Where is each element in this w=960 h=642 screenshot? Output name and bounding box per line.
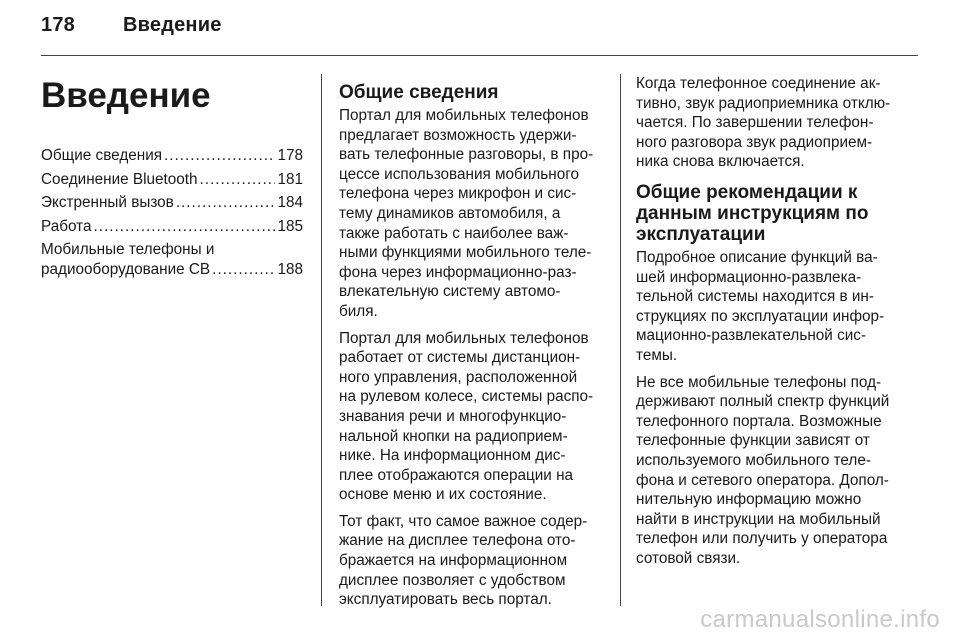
paragraph [339, 106, 605, 322]
text-line: шей информационно-развлека- [636, 268, 862, 286]
text-line: Подробное описание функций ва- [636, 248, 878, 266]
text-line: тельной системы находится в ин- [636, 288, 874, 306]
text-line: Когда телефонное соединение ак- [636, 75, 881, 92]
toc-entry[interactable] [41, 146, 303, 170]
toc-entry-label: Экстренный вызов [41, 194, 174, 212]
header-divider [41, 55, 918, 56]
column-divider-1 [321, 74, 322, 606]
text-line: фона через информационно-раз- [339, 263, 577, 281]
text-line: тивно, звук радиоприемника отклю- [636, 94, 891, 112]
body-column-2 [339, 74, 605, 617]
toc-entry[interactable] [41, 217, 303, 241]
section-body [636, 248, 904, 569]
toc-entry-label: Соединение Bluetooth [41, 170, 198, 188]
text-line: мационно-развлекательной сис- [636, 327, 867, 345]
paragraph [339, 329, 605, 505]
text-line: телефона через микрофон и сис- [339, 185, 577, 203]
toc-leader-dots [176, 193, 276, 213]
toc-entry-label-line1: Мобильные телефоны и [41, 241, 215, 259]
text-line: знавания речи и многофункцио- [339, 407, 567, 425]
text-line: фона и сетевого оператора. Допол- [636, 471, 889, 489]
header-section-title: Введение [123, 14, 222, 36]
text-line: используемого мобильного теле- [636, 451, 871, 469]
text-line: эксплуатации [636, 223, 766, 245]
toc-entry-row [41, 260, 303, 284]
toc-entry[interactable] [41, 193, 303, 217]
text-line: основе меню и их состояние. [339, 486, 547, 504]
text-line: цессе использования мобильного [339, 165, 579, 183]
section-body [339, 106, 605, 610]
paragraph [636, 373, 904, 569]
paragraph [636, 248, 904, 366]
text-line: эксплуатировать весь портал. [339, 591, 552, 609]
text-line: также работать с наиболее важ- [339, 224, 569, 242]
toc-leader-dots [200, 170, 276, 190]
text-line: Общие рекомендации к [636, 181, 858, 203]
text-line: телефонного портала. Возможные [636, 412, 882, 430]
text-line: телефон или получить у оператора [636, 530, 888, 548]
text-line: дисплее позволяет с удобством [339, 571, 566, 589]
toc-entry-label-line2: радиооборудование СВ [41, 260, 211, 278]
section-heading: Общие сведения [339, 82, 499, 103]
toc-entry-page: 178 [277, 147, 303, 164]
text-line: предлагает возможность удержи- [339, 126, 577, 144]
text-line: сотовой связи. [636, 549, 741, 567]
toc-entry[interactable] [41, 170, 303, 194]
toc-entry[interactable] [41, 240, 303, 283]
text-line: нальной кнопки на радиоприем- [339, 427, 568, 445]
chapter-title: Введение [41, 76, 211, 115]
text-line: биля. [339, 302, 378, 320]
toc-column [41, 74, 303, 288]
text-line: ного разговора звук радиоприем- [636, 133, 873, 151]
text-line: тему динамиков автомобиля, а [339, 204, 561, 222]
text-line: ными функциями мобильного теле- [339, 244, 592, 262]
text-line: нительную информацию можно [636, 491, 862, 509]
text-line: жание на дисплее телефона ото- [339, 532, 576, 550]
toc-leader-dots [93, 217, 275, 237]
page-header [41, 14, 222, 37]
toc-entry-label: Работа [41, 217, 92, 235]
text-line: Портал для мобильных телефонов [339, 107, 589, 124]
toc-entry-page: 185 [277, 217, 303, 235]
body-column-3 [636, 74, 904, 575]
text-line: Тот факт, что самое важное содер- [339, 512, 588, 530]
text-line: на рулевом колесе, системы распо- [339, 388, 594, 406]
text-line: нике. На информационном дис- [339, 447, 566, 465]
text-line: Портал для мобильных телефонов [339, 329, 589, 347]
intro-paragraph [636, 74, 904, 172]
text-line: вать телефонные разговоры, в про- [339, 146, 594, 164]
text-line: работает от системы дистанцион- [339, 349, 581, 367]
toc-leader-dots [212, 260, 275, 280]
text-line: ника снова включается. [636, 153, 805, 171]
page-number: 178 [41, 14, 75, 36]
section-heading [636, 182, 904, 245]
text-line: струкциях по эксплуатации инфор- [636, 307, 885, 325]
text-line: телефонные функции зависят от [636, 432, 870, 450]
text-line: бражается на информационном [339, 552, 568, 570]
text-line: влекательную систему автомо- [339, 283, 561, 301]
toc-entry-label: Общие сведения [41, 147, 163, 164]
column-divider-2 [620, 74, 621, 606]
text-line: ного управления, расположенной [339, 368, 578, 386]
text-line: держивают полный спектр функций [636, 393, 890, 411]
text-line: Не все мобильные телефоны под- [636, 373, 882, 391]
text-line: найти в инструкции на мобильный [636, 510, 881, 528]
text-line: данным инструкциям по [636, 202, 869, 224]
text-line: темы. [636, 346, 678, 364]
text-line: плее отображаются операции на [339, 466, 574, 484]
toc-entry-page: 184 [277, 194, 303, 212]
table-of-contents [41, 146, 303, 284]
paragraph [339, 512, 605, 610]
toc-leader-dots [164, 146, 275, 166]
toc-entry-page: 181 [277, 170, 303, 188]
watermark: carmanualsonline.info [700, 606, 940, 633]
toc-entry-page: 188 [277, 260, 303, 278]
text-line: чается. По завершении телефон- [636, 114, 874, 132]
